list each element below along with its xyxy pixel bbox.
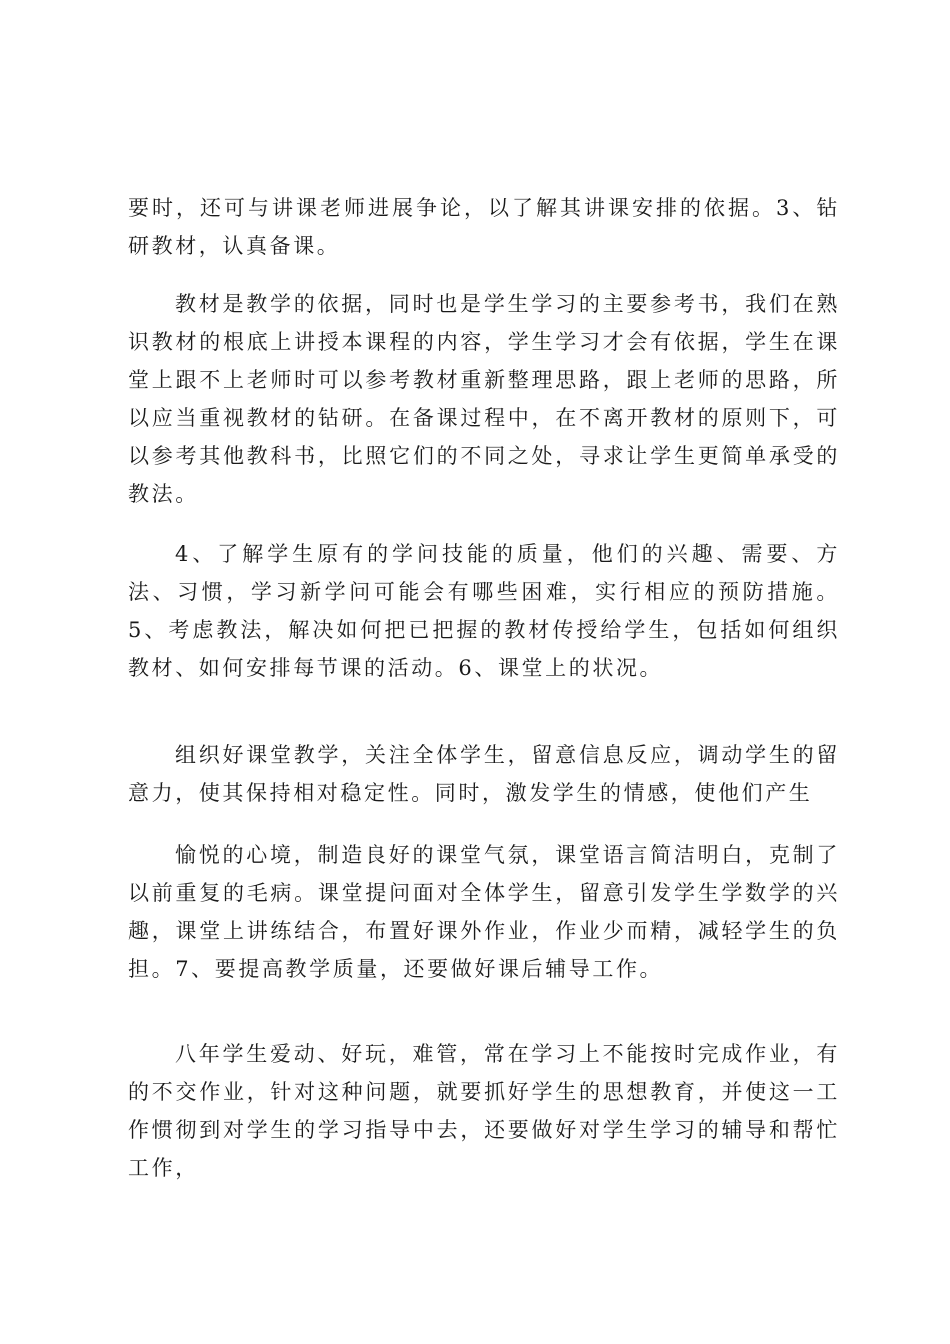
- paragraph-1: 要时，还可与讲课老师进展争论，以了解其讲课安排的依据。3、钻研教材，认真备课。: [128, 196, 840, 258]
- paragraph-6: 八年学生爱动、好玩，难管，常在学习上不能按时完成作业，有的不交作业，针对这种问题，就要抓好学生的思想教育，并使这一工作惯彻到对学生的学习指导中去，还要做好对学生学习的辅导和帮忙工作，: [128, 1042, 840, 1180]
- paragraph-3: 4、了解学生原有的学问技能的质量，他们的兴趣、需要、方法、习惯，学习新学问可能会有哪些困难，实行相应的预防措施。5、考虑教法，解决如何把已把握的教材传授给学生，包括如何组织教材、如何安排每节课的活动。6、课堂上的状况。: [128, 542, 840, 680]
- paragraph-2: 教材是教学的依据，同时也是学生学习的主要参考书，我们在熟识教材的根底上讲授本课程的内容，学生学习才会有依据，学生在课堂上跟不上老师时可以参考教材重新整理思路，跟上老师的思路，所以应当重视教材的钻研。在备课过程中，在不离开教材的原则下，可以参考其他教科书，比照它们的不同之处，寻求让学生更简单承受的教法。: [128, 292, 840, 506]
- paragraph-4: 组织好课堂教学，关注全体学生，留意信息反应，调动学生的留意力，使其保持相对稳定性。同时，激发学生的情感，使他们产生: [128, 743, 840, 805]
- paragraph-5: 愉悦的心境，制造良好的课堂气氛，课堂语言简洁明白，克制了以前重复的毛病。课堂提问面对全体学生，留意引发学生学数学的兴趣，课堂上讲练结合，布置好课外作业，作业少而精，减轻学生的负担。7、要提高教学质量，还要做好课后辅导工作。: [128, 843, 840, 981]
